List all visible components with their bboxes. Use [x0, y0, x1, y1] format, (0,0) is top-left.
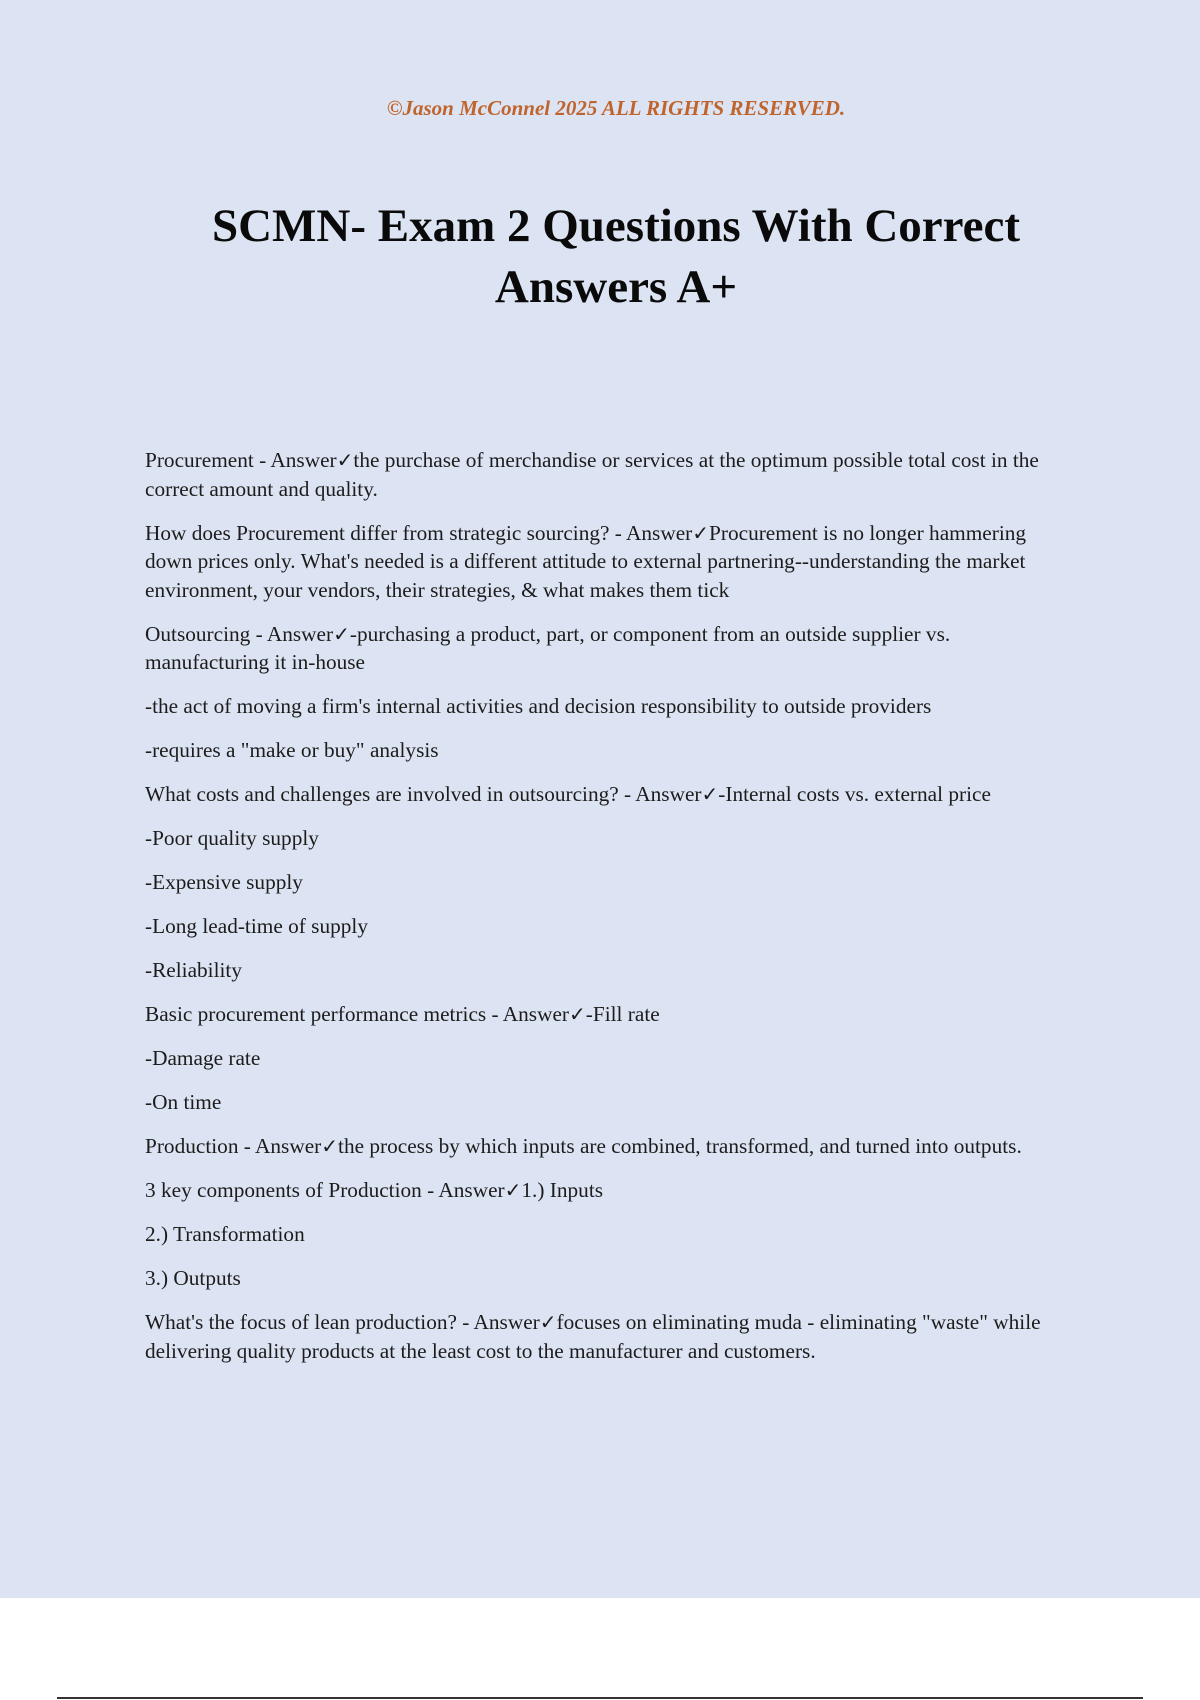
footer-divider — [57, 1697, 1143, 1699]
qa-item — [145, 1132, 1075, 1161]
answer-text: -Fill rate — [585, 1002, 660, 1026]
answer-text: -purchasing a product, part, or component from an outside supplier vs. manufacturing it in-house — [145, 621, 951, 674]
title-line-1: SCMN- Exam 2 Questions With Correct — [211, 200, 1021, 252]
copyright-notice: ©Jason McConnel 2025 ALL RIGHTS RESERVED. — [386, 96, 846, 120]
qa-item — [145, 446, 1075, 503]
answer-text: Procurement is no longer hammering down prices only. What's needed is a different attitude to external partnering--understanding the market environment, your vendors, their strategies, & what makes them tick — [145, 520, 1027, 602]
answer-continuation: -Damage rate — [145, 1046, 261, 1070]
answer-label: - Answer — [421, 1178, 505, 1202]
checkmark-icon: ✓ — [321, 1134, 339, 1158]
qa-item — [145, 780, 1075, 809]
answer-continuation: -Expensive supply — [145, 870, 303, 894]
qa-item — [145, 1176, 1075, 1205]
page-title — [150, 196, 1082, 318]
answer-continuation: 3.) Outputs — [145, 1266, 241, 1290]
answer-text: 1.) Inputs — [521, 1178, 604, 1202]
answer-label: - Answer — [609, 520, 693, 545]
qa-item — [145, 519, 1075, 605]
title-line-2: Answers A+ — [494, 261, 738, 313]
answer-label: - Answer — [456, 1310, 540, 1334]
checkmark-icon: ✓ — [333, 621, 350, 646]
qa-item — [145, 1308, 1075, 1365]
answer-continuation: -Long lead-time of supply — [145, 914, 368, 938]
answer-label: - Answer — [253, 448, 337, 472]
question-text: 3 key components of Production — [145, 1178, 422, 1202]
checkmark-icon: ✓ — [692, 520, 710, 545]
question-text: Outsourcing — [145, 621, 251, 646]
question-text: Procurement — [145, 448, 254, 472]
checkmark-icon: ✓ — [336, 448, 354, 472]
answer-continuation: -requires a "make or buy" analysis — [145, 738, 439, 762]
answer-continuation: -Poor quality supply — [145, 826, 319, 850]
answer-label: - Answer — [238, 1134, 322, 1158]
question-text: What costs and challenges are involved in outsourcing? — [145, 782, 619, 806]
answer-label: - Answer — [486, 1002, 569, 1026]
question-text: Production — [145, 1134, 239, 1158]
qa-content — [145, 446, 1075, 1381]
checkmark-icon: ✓ — [539, 1310, 557, 1334]
qa-item — [145, 620, 1075, 677]
qa-item — [145, 1000, 1075, 1029]
answer-label: - Answer — [250, 621, 334, 646]
answer-label: - Answer — [618, 782, 702, 806]
checkmark-icon: ✓ — [504, 1178, 522, 1202]
checkmark-icon: ✓ — [701, 782, 719, 806]
answer-text: focuses on eliminating muda - eliminating "waste" while delivering quality products at the least cost to the manufacturer and customers. — [145, 1310, 1041, 1363]
answer-continuation: 2.) Transformation — [145, 1222, 305, 1246]
answer-continuation: -Reliability — [145, 958, 243, 982]
checkmark-icon: ✓ — [569, 1002, 586, 1026]
answer-text: the process by which inputs are combined, transformed, and turned into outputs. — [338, 1134, 1022, 1158]
answer-text: the purchase of merchandise or services at the optimum possible total cost in the correct amount and quality. — [145, 448, 1039, 501]
question-text: How does Procurement differ from strategic sourcing? — [145, 520, 610, 545]
answer-continuation: -On time — [145, 1090, 222, 1114]
question-text: Basic procurement performance metrics — [145, 1002, 487, 1026]
answer-continuation: -the act of moving a firm's internal activities and decision responsibility to outside providers — [145, 694, 932, 718]
answer-text: -Internal costs vs. external price — [718, 782, 991, 806]
question-text: What's the focus of lean production? — [145, 1310, 457, 1334]
